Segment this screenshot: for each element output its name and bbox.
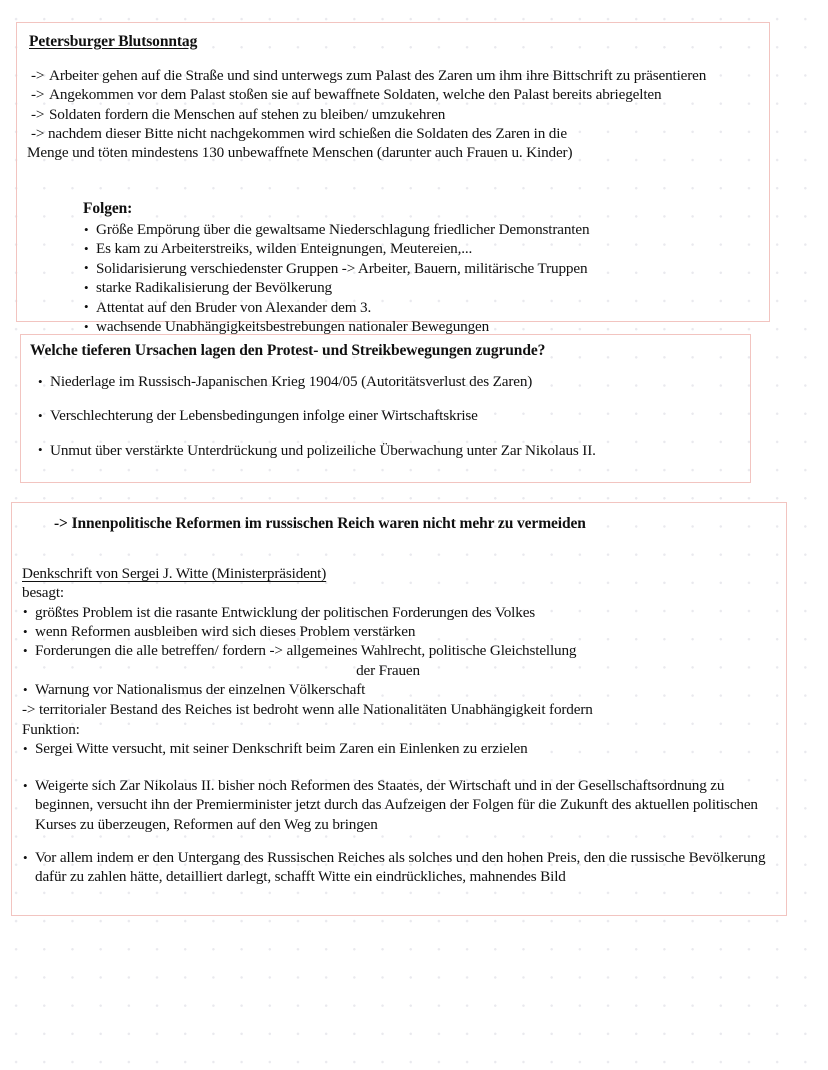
funktion-paragraph-2-block bbox=[22, 848, 777, 887]
list-item: • Warnung vor Nationalismus der einzelnen Völkerschaft bbox=[22, 680, 777, 699]
list-item: • Es kam zu Arbeiterstreiks, wilden Enteignungen, Meutereien,... bbox=[83, 239, 763, 258]
arrow-item-last-line2: Menge und töten mindestens 130 unbewaffnete Menschen (darunter auch Frauen u. Kinder) bbox=[27, 144, 573, 162]
list-item-text: Forderungen die alle betreffen/ fordern -> allgemeines Wahlrecht, politische Gleichstellung bbox=[35, 642, 577, 660]
list-item: • Weigerte sich Zar Nikolaus II. bisher noch Reformen des Staates, der Wirtschaft und in der Gesellschaftsordnung zu beginnen, versucht ihn der Premierminister jetzt durch das Aufzeigen der Folgen für die Zukunft des aktuellen politischen Kurses zu überzeugen, Reformen auf den Weg zu bringen bbox=[22, 776, 782, 834]
arrow-marker-icon: -> bbox=[31, 86, 45, 104]
funktion-paragraph-1-block bbox=[22, 776, 782, 834]
arrow-item-last-line1: -> nachdem dieser Bitte nicht nachgekommen wird schießen die Soldaten des Zaren in die bbox=[31, 124, 567, 142]
arrow-marker-icon: -> bbox=[31, 67, 45, 84]
funktion-block bbox=[22, 720, 777, 759]
folgen-bullet-list bbox=[83, 220, 763, 336]
list-item: • starke Radikalisierung der Bevölkerung bbox=[83, 278, 763, 297]
list-item: • größtes Problem ist die rasante Entwicklung der politischen Forderungen des Volkes bbox=[22, 603, 777, 622]
denkschrift-arrow-line: -> territorialer Bestand des Reiches ist bedroht wenn alle Nationalitäten Unabhängigkeit fordern bbox=[22, 700, 593, 718]
list-item: • Vor allem indem er den Untergang des Russischen Reiches als solches und den hohen Preis, den die russische Bevölkerung dafür zu zahlen hätte, detailliert darlegt, schafft Witte ein eindrückliches, mahnendes Bild bbox=[22, 848, 777, 887]
list-item: • Solidarisierung verschiedenster Gruppen -> Arbeiter, Bauern, militärische Truppen bbox=[83, 259, 763, 278]
list-item: • Unmut über verstärkte Unterdrückung und polizeiliche Überwachung unter Zar Nikolaus II. bbox=[37, 441, 737, 460]
arrow-item bbox=[31, 85, 761, 104]
list-item: • wenn Reformen ausbleiben wird sich dieses Problem verstärken bbox=[22, 622, 777, 641]
heading-funktion: Funktion: bbox=[22, 721, 80, 738]
list-item: • Attentat auf den Bruder von Alexander dem 3. bbox=[83, 298, 763, 317]
note-box-ursachen bbox=[20, 334, 751, 483]
ursachen-bullet-list bbox=[37, 372, 737, 460]
blutsonntag-arrow-list bbox=[27, 66, 761, 162]
note-box-blutsonntag bbox=[16, 22, 770, 336]
heading-folgen: Folgen: bbox=[83, 200, 133, 217]
paragraph-bullet-list bbox=[22, 848, 777, 887]
list-item: • Niederlage im Russisch-Japanischen Krieg 1904/05 (Autoritätsverlust des Zaren) bbox=[37, 372, 737, 391]
heading-petersburger-blutsonntag: Petersburger Blutsonntag bbox=[29, 33, 198, 50]
denkschrift-bullet-list bbox=[22, 603, 777, 700]
list-item: • wachsende Unabhängigkeitsbestrebungen nationaler Bewegungen bbox=[83, 317, 763, 336]
arrow-item bbox=[31, 66, 761, 85]
list-item-continuation: der Frauen bbox=[356, 661, 420, 679]
heading-ursachen-frage: Welche tieferen Ursachen lagen den Protest- und Streikbewegungen zugrunde? bbox=[30, 342, 546, 359]
denkschrift-block bbox=[22, 564, 777, 719]
list-item: • Verschlechterung der Lebensbedingungen infolge einer Wirtschaftskrise bbox=[37, 406, 737, 425]
arrow-item-text: Angekommen vor dem Palast stoßen sie auf bewaffnete Soldaten, welche den Palast bereits abriegelten bbox=[49, 86, 662, 104]
paragraph-bullet-list bbox=[22, 776, 782, 834]
arrow-item bbox=[31, 105, 761, 124]
note-box-reformen bbox=[11, 502, 787, 916]
arrow-item-text: Soldaten fordern die Menschen auf stehen zu bleiben/ umzukehren bbox=[49, 105, 446, 123]
arrow-item-text: Arbeiter gehen auf die Straße und sind unterwegs zum Palast des Zaren um ihm ihre Bittschrift zu präsentieren bbox=[49, 67, 707, 84]
denkschrift-subline: besagt: bbox=[22, 584, 64, 602]
list-item: • Größe Empörung über die gewaltsame Niederschlagung friedlicher Demonstranten bbox=[83, 220, 763, 239]
list-item bbox=[22, 641, 777, 680]
arrow-marker-icon: -> bbox=[31, 105, 45, 123]
list-item: • Sergei Witte versucht, mit seiner Denkschrift beim Zaren ein Einlenken zu erzielen bbox=[22, 739, 777, 758]
funktion-bullet-list bbox=[22, 739, 777, 758]
heading-innenpolitische-reformen: -> Innenpolitische Reformen im russischen Reich waren nicht mehr zu vermeiden bbox=[54, 515, 586, 532]
heading-denkschrift: Denkschrift von Sergei J. Witte (Ministerpräsident) bbox=[22, 565, 327, 582]
